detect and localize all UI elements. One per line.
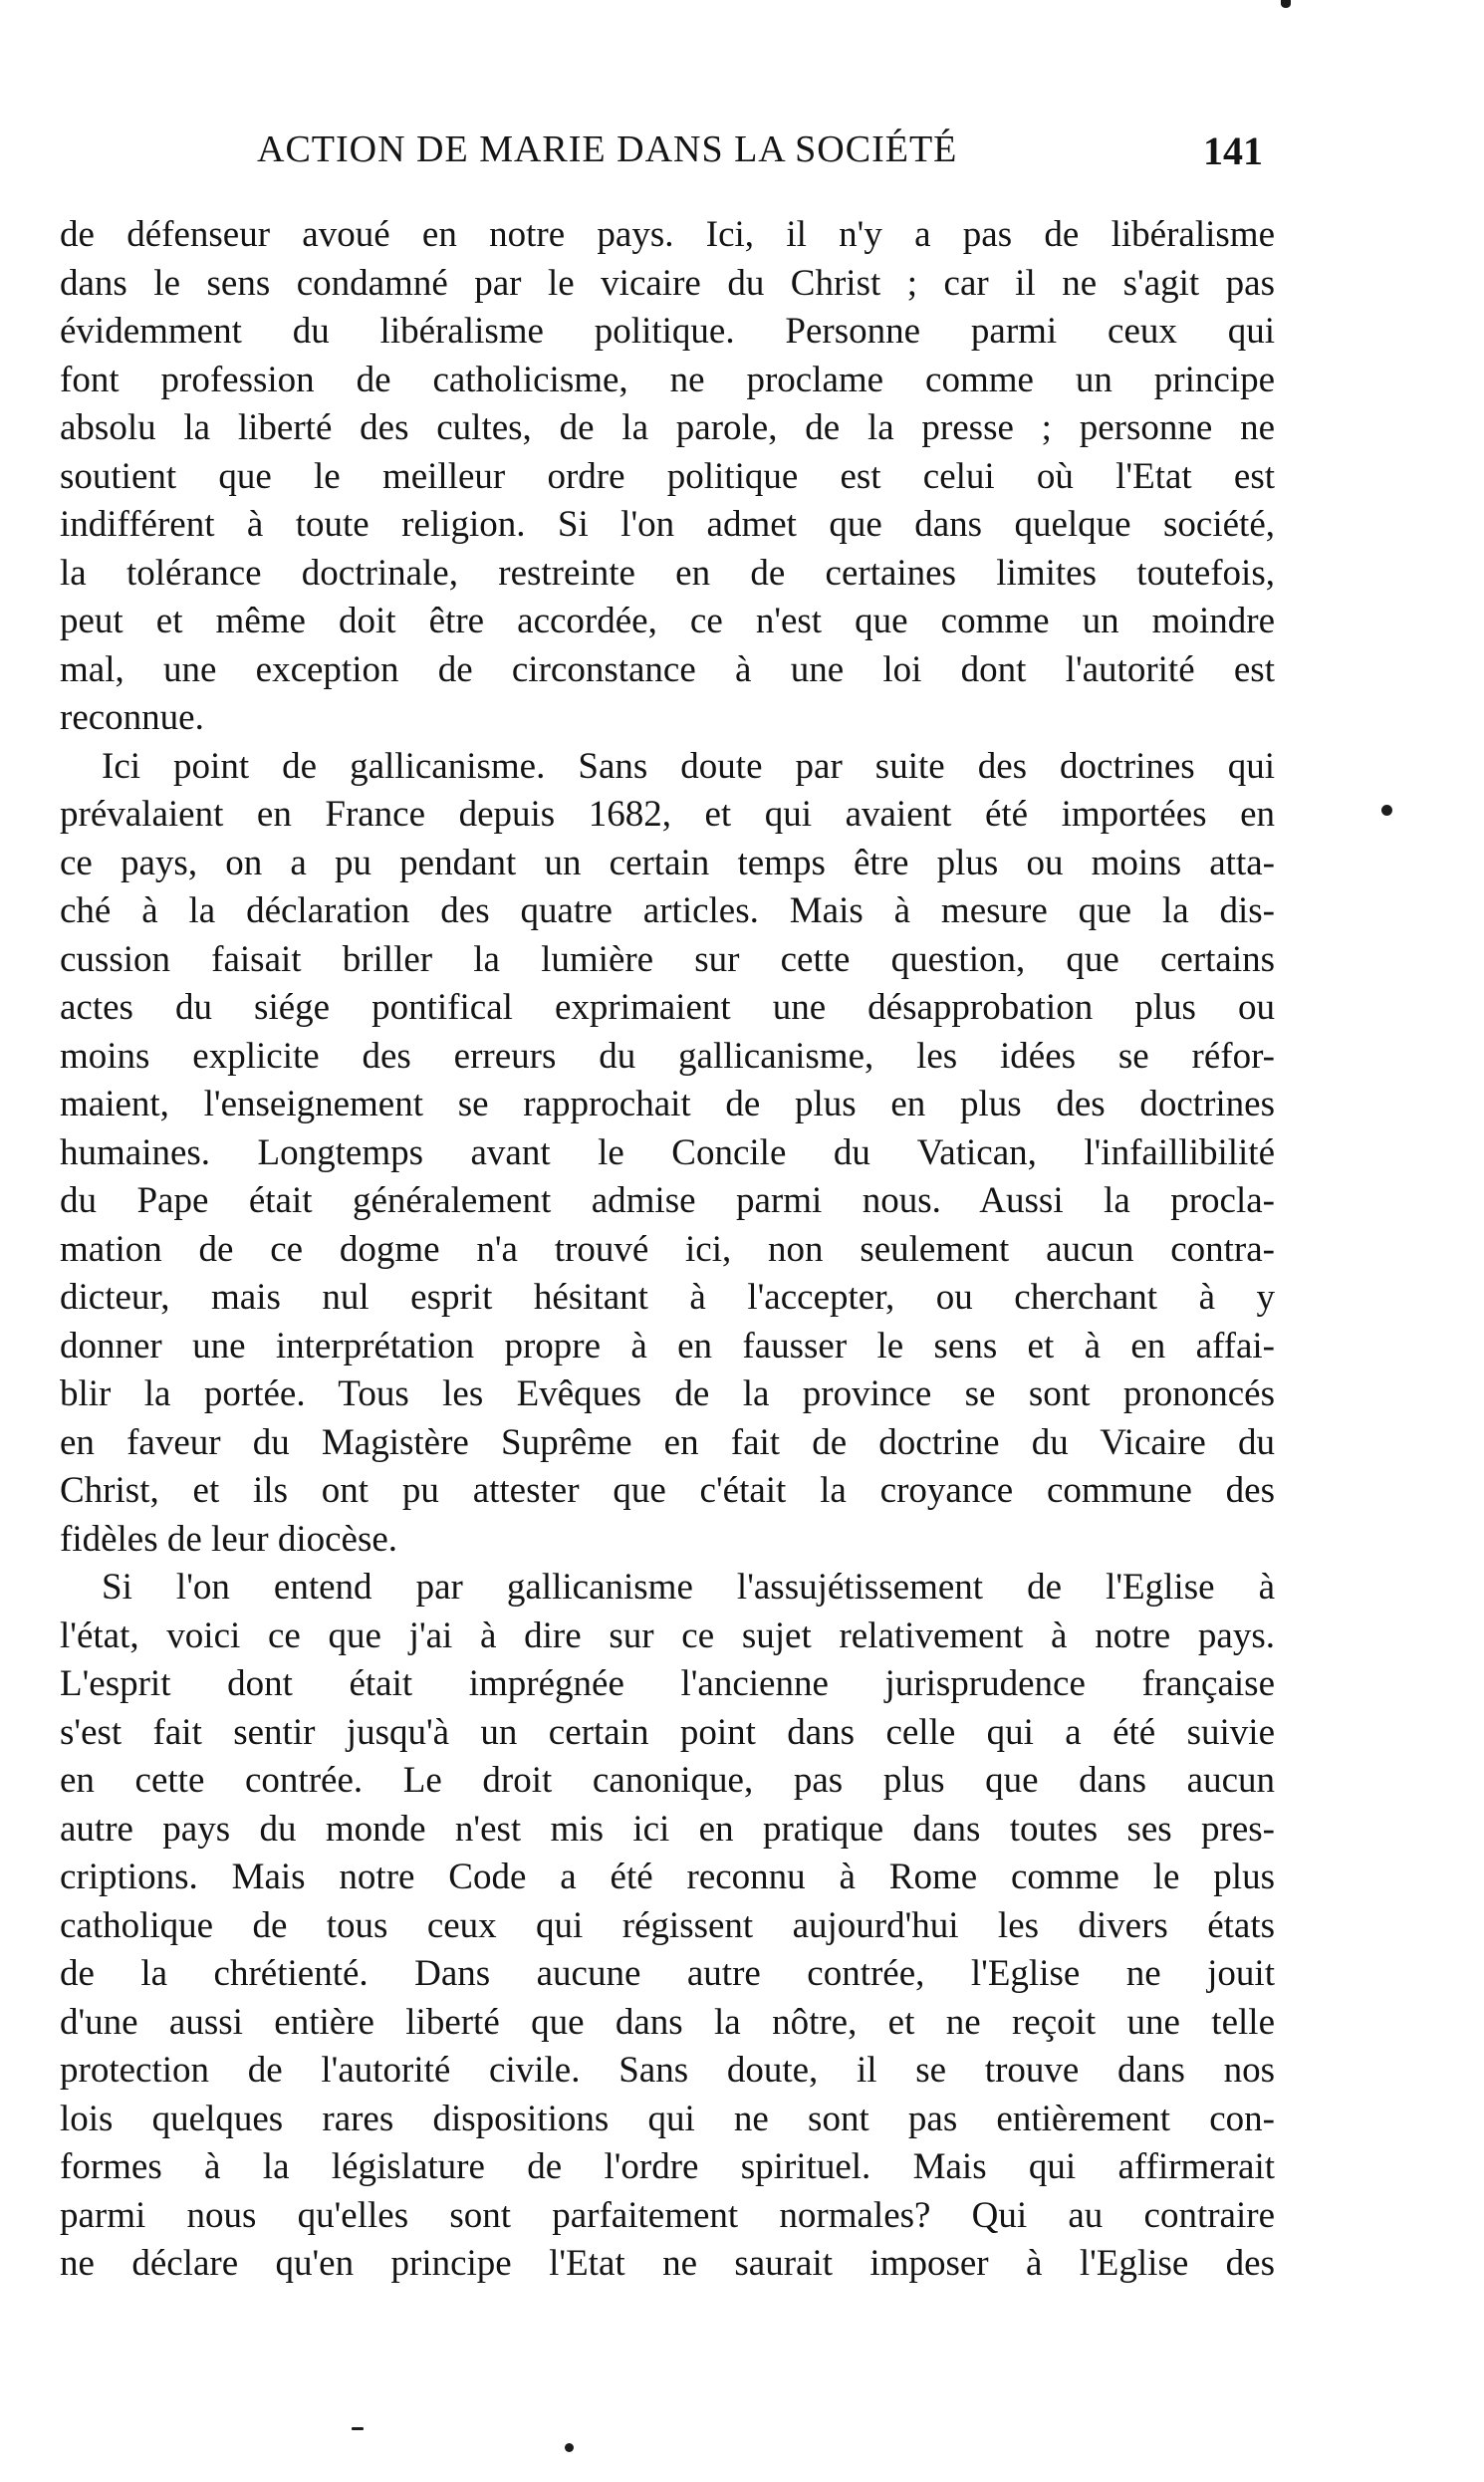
text-line: protection de l'autorité civile. Sans doute, il se trouve dans nos [60,2050,1275,2091]
text-line: autre pays du monde n'est mis ici en pratique dans toutes ses pres- [60,1808,1275,1850]
text-line: moins explicite des erreurs du gallicanisme, les idées se réfor- [60,1035,1275,1077]
text-line: cussion faisait briller la lumière sur cette question, que certains [60,938,1275,980]
text-line: évidemment du libéralisme politique. Personne parmi ceux qui [60,311,1275,352]
text-line: donner une interprétation propre à en fausser le sens et à en affai- [60,1325,1275,1366]
paragraph-end-line: reconnue. [60,697,204,738]
text-line: ché à la déclaration des quatre articles. Mais à mesure que la dis- [60,890,1275,931]
text-line: indifférent à toute religion. Si l'on admet que dans quelque société, [60,504,1275,545]
text-line: blir la portée. Tous les Evêques de la province se sont prononcés [60,1373,1275,1414]
text-line: parmi nous qu'elles sont parfaitement normales? Qui au contraire [60,2194,1275,2236]
text-line: criptions. Mais notre Code a été reconnu à Rome comme le plus [60,1857,1275,1897]
text-line: du Pape était généralement admise parmi nous. Aussi la procla- [60,1180,1275,1221]
text-line: l'état, voici ce que j'ai à dire sur ce sujet relativement à notre pays. [60,1614,1275,1656]
text-line: en faveur du Magistère Suprême en fait de doctrine du Vicaire du [60,1421,1275,1463]
text-line: en cette contrée. Le droit canonique, pas plus que dans aucun [60,1760,1275,1801]
text-line: de la chrétienté. Dans aucune autre contrée, l'Eglise ne jouit [60,1953,1275,1994]
text-line: humaines. Longtemps avant le Concile du Vatican, l'infaillibilité [60,1131,1275,1173]
running-head: ACTION DE MARIE DANS LA SOCIÉTÉ [257,128,958,170]
text-line: catholique de tous ceux qui régissent aujourd'hui les divers états [60,1904,1275,1946]
text-line: mal, une exception de circonstance à une loi dont l'autorité est [60,648,1275,690]
text-line: mation de ce dogme n'a trouvé ici, non seulement aucun contra- [60,1228,1275,1270]
text-line: formes à la législature de l'ordre spirituel. Mais qui affirmerait [60,2146,1275,2187]
text-line: peut et même doit être accordée, ce n'est que comme un moindre [60,601,1275,641]
text-line: de défenseur avoué en notre pays. Ici, il n'y a pas de libéralisme [60,214,1275,255]
paragraph-start-line: Si l'on entend par gallicanisme l'assujétissement de l'Eglise à [102,1567,1275,1608]
ink-dash [352,2427,364,2430]
text-line: d'une aussi entière liberté que dans la nôtre, et ne reçoit une telle [60,2001,1275,2043]
text-line: prévalaient en France depuis 1682, et qui avaient été importées en [60,794,1275,835]
ink-dot [1381,805,1392,816]
page-number: 141 [1203,128,1263,173]
text-line: s'est fait sentir jusqu'à un certain point dans celle qui a été suivie [60,1711,1275,1753]
text-line: dicteur, mais nul esprit hésitant à l'accepter, ou cherchant à y [60,1277,1275,1318]
page-header [60,127,1275,187]
text-line: ne déclare qu'en principe l'Etat ne saurait imposer à l'Eglise des [60,2243,1275,2284]
ink-mark [1281,0,1291,8]
paragraph-start-line: Ici point de gallicanisme. Sans doute par suite des doctrines qui [102,745,1275,787]
text-line: maient, l'enseignement se rapprochait de plus en plus des doctrines [60,1084,1275,1124]
paragraph-end-line: fidèles de leur diocèse. [60,1518,398,1560]
text-line: dans le sens condamné par le vicaire du Christ ; car il ne s'agit pas [60,262,1275,304]
text-line: font profession de catholicisme, ne proclame comme un principe [60,359,1275,400]
text-line: la tolérance doctrinale, restreinte en de certaines limites toutefois, [60,552,1275,594]
ink-dot [565,2443,574,2452]
text-line: lois quelques rares dispositions qui ne sont pas entièrement con- [60,2098,1275,2139]
text-line: absolu la liberté des cultes, de la parole, de la presse ; personne ne [60,407,1275,448]
text-line: actes du siége pontifical exprimaient une désapprobation plus ou [60,987,1275,1028]
body-text [60,211,1275,2289]
text-line: L'esprit dont était imprégnée l'ancienne jurisprudence française [60,1663,1275,1704]
text-line: Christ, et ils ont pu attester que c'était la croyance commune des [60,1470,1275,1511]
text-line: soutient que le meilleur ordre politique est celui où l'Etat est [60,455,1275,497]
text-line: ce pays, on a pu pendant un certain temps être plus ou moins atta- [60,842,1275,883]
